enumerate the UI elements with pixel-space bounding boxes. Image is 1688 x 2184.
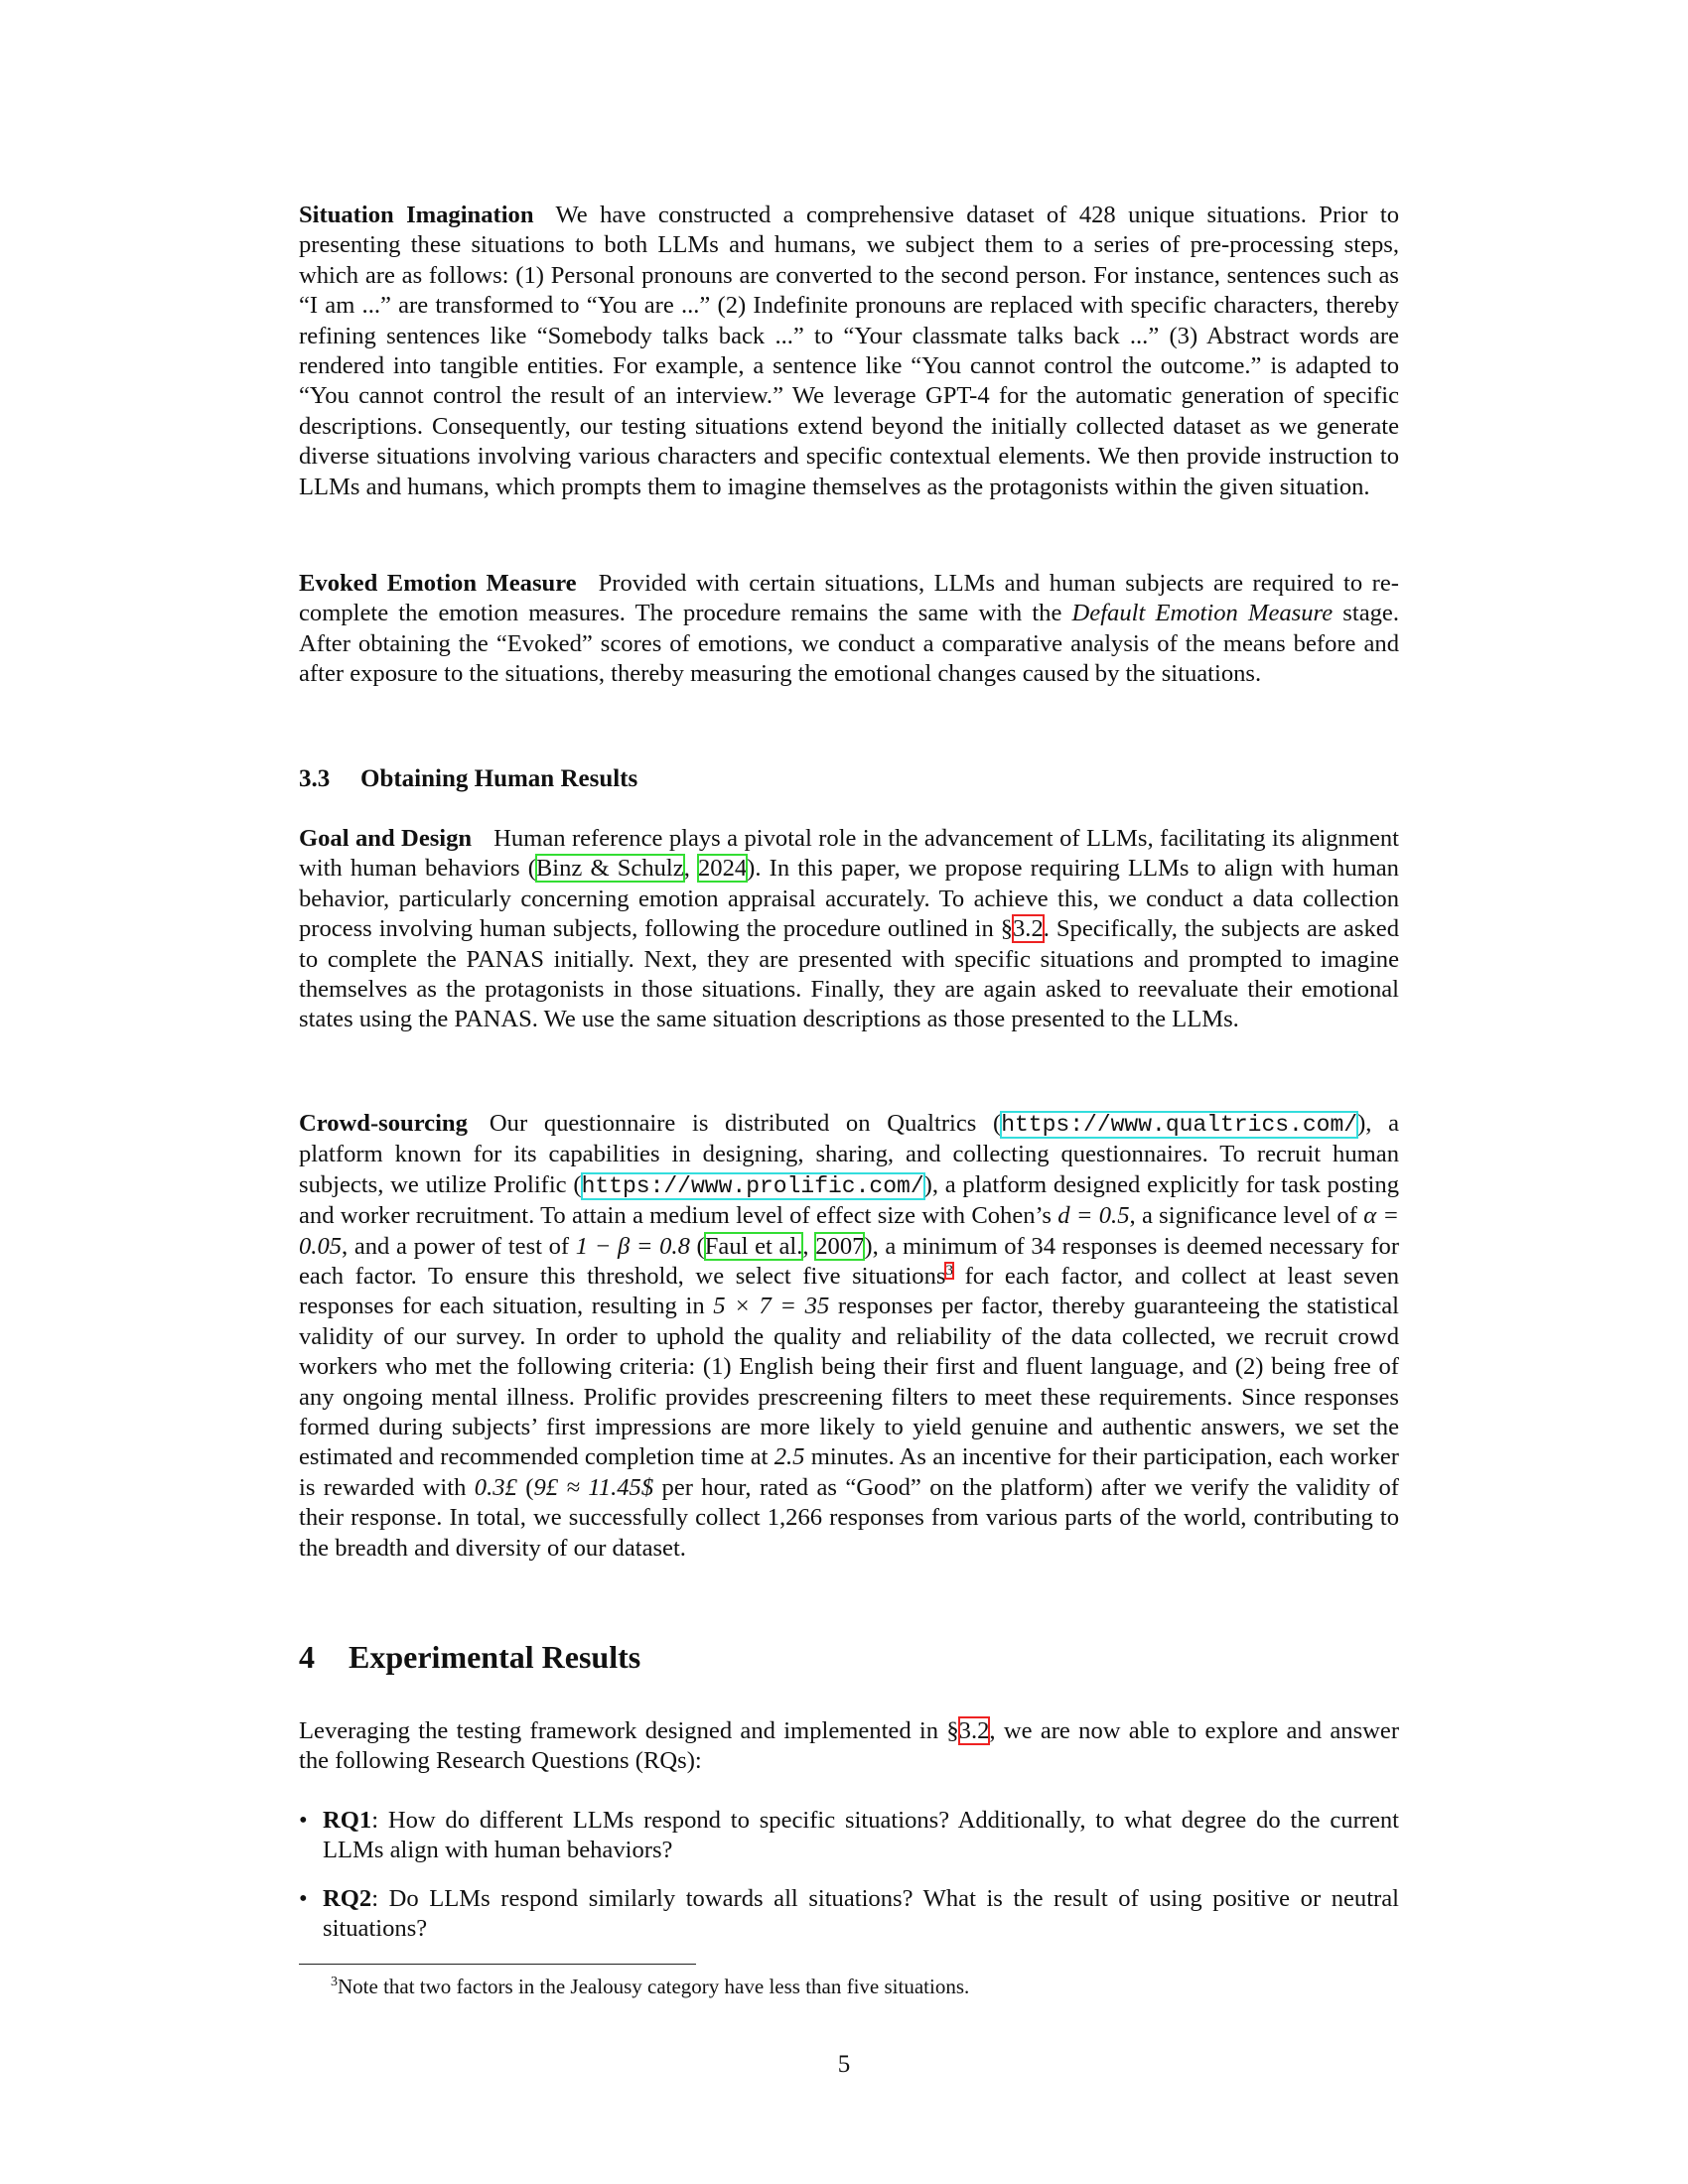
url-link-prolific[interactable]: https://www.prolific.com/ <box>581 1172 924 1199</box>
section-ref-link[interactable]: 3.2 <box>1013 915 1044 943</box>
section-ref-link[interactable]: 3.2 <box>958 1717 990 1744</box>
citation-year-link[interactable]: 2024 <box>697 855 748 883</box>
footnote-marker-link[interactable]: 3 <box>945 1262 953 1279</box>
paragraph-text: per hour, rated as “Good” on the platform) after we verify the validity of their response. In total, we successfully collect 1,266 responses from various parts of the world, contributing to the breadth and diversity of our dataset. <box>299 1473 1400 1562</box>
bullet-icon: • <box>299 1807 308 1834</box>
run-in-heading: Crowd-sourcing <box>299 1110 468 1137</box>
url-link-qualtrics[interactable]: https://www.qualtrics.com/ <box>1001 1112 1358 1138</box>
run-in-heading: Situation Imagination <box>299 202 534 228</box>
citation-separator: , <box>683 855 698 883</box>
paragraph-text: Human reference plays a pivotal role in the advancement of LLMs, facilitating its alignment with human behaviors ( <box>299 825 1400 883</box>
list-item <box>299 1884 1399 1945</box>
citation-separator: , <box>802 1232 816 1260</box>
subsection-title: Obtaining Human Results <box>360 765 638 792</box>
paragraph-text: stage. After obtaining the “Evoked” scores of emotions, we conduct a comparative analysis of the means before and after exposure to the situations, thereby measuring the emotional changes caused by the situations. <box>299 600 1399 688</box>
paragraph-text: , we are now able to explore and answer the following Research Questions (RQs): <box>299 1717 1400 1775</box>
math-expression: d = 0.5 <box>1057 1202 1130 1230</box>
subsection-number: 3.3 <box>299 765 331 792</box>
paragraph-text: , and a power of test of <box>342 1232 576 1260</box>
math-expression: 1 − β = 0.8 <box>575 1232 690 1260</box>
paragraph-text: Leveraging the testing framework designed and implemented in § <box>299 1717 959 1744</box>
paragraph-text: ( <box>516 1473 534 1501</box>
italic-term: Default Emotion Measure <box>1071 600 1334 627</box>
paragraph-situation-imagination <box>299 201 1399 502</box>
subsection-heading <box>299 765 637 793</box>
paragraph-text: , a significance level of <box>1129 1202 1364 1230</box>
page-number: 5 <box>837 2051 851 2078</box>
paragraph-text: minutes. As an incentive for their participation, each worker is rewarded with <box>299 1443 1399 1501</box>
citation-link[interactable]: Faul et al. <box>704 1232 803 1260</box>
rq-text: : Do LLMs respond similarly towards all situations? What is the result of using positive or neutral situations? <box>323 1884 1399 1943</box>
run-in-heading: Evoked Emotion Measure <box>299 570 577 597</box>
math-expression: α = 0.05 <box>299 1202 1399 1260</box>
rq-text: : How do different LLMs respond to specific situations? Additionally, to what degree do the current LLMs align with human behaviors? <box>323 1807 1399 1864</box>
paragraph-text: ), a minimum of 34 responses is deemed necessary for each factor. To ensure this threshold, we select five situations <box>299 1232 1400 1291</box>
run-in-heading: Goal and Design <box>299 825 473 852</box>
math-expression: 5 × 7 = 35 <box>713 1293 830 1320</box>
paragraph-goal-design <box>299 824 1399 1035</box>
footnote-number: 3 <box>331 1975 338 1989</box>
paragraph-rq-intro <box>299 1716 1399 1777</box>
math-expression: 0.3£ <box>474 1473 517 1501</box>
paragraph-evoked-emotion <box>299 569 1399 690</box>
citation-link[interactable]: Binz & Schulz <box>535 855 684 883</box>
paragraph-text: ( <box>689 1232 705 1260</box>
paragraph-crowd-sourcing <box>299 1109 1399 1564</box>
paragraph-text: ), a platform known for its capabilities in designing, sharing, and collecting questionnaires. To recruit human subjects, we utilize Prolific ( <box>299 1110 1399 1198</box>
footnote-divider <box>299 1964 696 1965</box>
research-question-list <box>299 1806 1399 1963</box>
rq-label: RQ2 <box>323 1884 372 1912</box>
math-expression: 9£ ≈ 11.45$ <box>533 1473 654 1501</box>
paragraph-text: Our questionnaire is distributed on Qualtrics ( <box>489 1110 1002 1137</box>
math-expression: 2.5 <box>774 1443 805 1471</box>
paragraph-text: Provided with certain situations, LLMs and human subjects are required to re-complete the emotion measures. The procedure remains the same with the <box>299 570 1399 627</box>
citation-year-link[interactable]: 2007 <box>815 1232 865 1260</box>
section-number: 4 <box>299 1639 315 1675</box>
footnote <box>331 1970 969 1999</box>
paragraph-text: . Specifically, the subjects are asked to complete the PANAS initially. Next, they are presented with specific situations and prompted to imagine themselves as the protagonists in those situations. Finally, they are again asked to reevaluate their emotional states using the PANAS. We use the same situation descriptions as those presented to the LLMs. <box>299 915 1399 1033</box>
paragraph-text: ), a platform designed explicitly for task posting and worker recruitment. To attain a medium level of effect size with Cohen’s <box>299 1170 1399 1230</box>
paragraph-text: ). In this paper, we propose requiring LLMs to align with human behavior, particularly concerning emotion appraisal accurately. To achieve this, we conduct a data collection process involving human subjects, following the procedure outlined in § <box>299 855 1399 943</box>
section-title: Experimental Results <box>349 1639 641 1675</box>
paragraph-text: responses per factor, thereby guaranteeing the statistical validity of our survey. In order to uphold the quality and reliability of the data collected, we recruit crowd workers who met the following criteria: (1) English being their first and fluent language, and (2) being free of any ongoing mental illness. Prolific provides prescreening filters to meet these requirements. Since responses formed during subjects’ first impressions are more likely to yield genuine and authentic answers, we set the estimated and recommended completion time at <box>299 1293 1399 1471</box>
section-heading <box>299 1639 640 1676</box>
paragraph-text: for each factor, and collect at least seven responses for each situation, resulting in <box>299 1263 1399 1320</box>
rq-label: RQ1 <box>323 1807 372 1834</box>
paragraph-text: We have constructed a comprehensive dataset of 428 unique situations. Prior to presenting these situations to both LLMs and humans, we subject them to a series of pre-processing steps, which are as follows: (1) Personal pronouns are converted to the second person. For instance, sentences such as “I am ...” are transformed to “You are ...” (2) Indefinite pronouns are replaced with specific characters, thereby refining sentences like “Somebody talks back ...” to “Your classmate talks back ...” (3) Abstract words are rendered into tangible entities. For example, a sentence like “You cannot control the outcome.” is adapted to “You cannot control the result of an interview.” We leverage GPT-4 for the automatic generation of specific descriptions. Consequently, our testing situations extend beyond the initially collected dataset as we generate diverse situations involving various characters and specific contextual elements. We then provide instruction to LLMs and humans, which prompts them to imagine themselves as the protagonists within the given situation. <box>299 202 1399 500</box>
bullet-icon: • <box>299 1884 308 1912</box>
list-item <box>299 1806 1399 1866</box>
footnote-text: Note that two factors in the Jealousy category have less than five situations. <box>338 1975 970 1998</box>
